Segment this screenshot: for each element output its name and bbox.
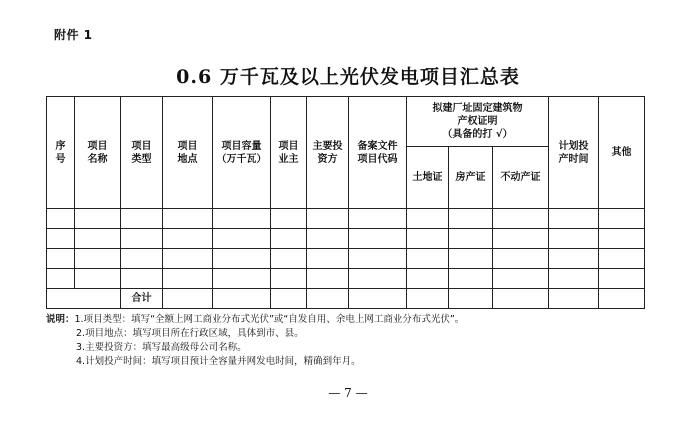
header-property-proof: 拟建厂址固定建筑物 产权证明 （具备的打 √） [407,97,549,147]
header-other: 其他 [599,97,645,209]
note-item: 说明：1.项目类型：填写“全额上网工商业分布式光伏”或“自发自用、余电上网工商业分布式光伏”。 [46,314,465,325]
total-row [47,289,645,309]
table-row [47,229,645,249]
table-row [47,209,645,229]
header-project-type: 项目 类型 [121,97,163,209]
table-row [47,269,645,289]
summary-table [46,96,645,309]
header-project-capacity: 项目容量 （万千瓦） [213,97,271,209]
total-label: 合计 [121,289,163,309]
note-item: 3.主要投资方：填写最高级母公司名称。 [76,342,247,353]
header-filing-code: 备案文件 项目代码 [349,97,407,209]
header-project-owner: 项目 业主 [271,97,307,209]
header-realestate-cert: 不动产证 [493,147,549,209]
header-plan-time: 计划投 产时间 [549,97,599,209]
notes [46,313,464,369]
header-house-cert: 房产证 [449,147,493,209]
header-project-name: 项目 名称 [75,97,121,209]
header-project-location: 项目 地点 [163,97,213,209]
header-seq: 序 号 [47,97,75,209]
attachment-label: 附件 1 [54,28,93,42]
document-title: 0.6 万千瓦及以上光伏发电项目汇总表 [176,66,520,88]
note-item: 4.计划投产时间：填写项目预计全容量并网发电时间，精确到年月。 [76,356,361,367]
header-land-cert: 土地证 [407,147,449,209]
page-number: — 7 — [328,386,368,400]
note-item: 2.项目地点：填写项目所在行政区域，具体到市、县。 [76,328,304,339]
table-row [47,249,645,269]
notes-lead: 说明： [46,314,75,325]
header-main-investor: 主要投 资方 [307,97,349,209]
